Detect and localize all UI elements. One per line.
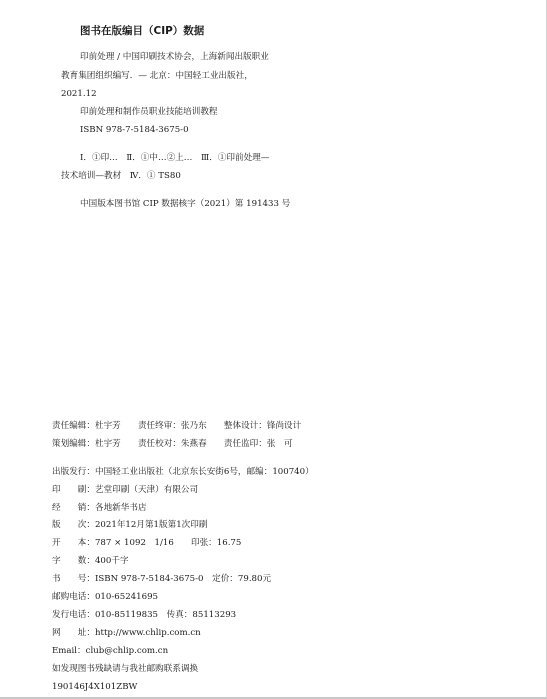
isbn-price-line: 书 号：ISBN 978-7-5184-3675-0 定价：79.80元 [52, 574, 272, 584]
publisher-line: 出版发行：中国轻工业出版社（北京东长安街6号，邮编：100740） [52, 467, 314, 477]
cip-classification-line: Ⅰ．①印… Ⅱ．①中…②上… Ⅲ．①印前处理— [80, 153, 270, 163]
distributor-line: 经 销：各地新华书店 [52, 503, 147, 513]
cip-heading: 图书在版编目（CIP）数据 [80, 25, 205, 37]
return-notice: 如发现图书残缺请与我社邮购联系调换 [52, 664, 199, 674]
cip-isbn: ISBN 978-7-5184-3675-0 [80, 125, 189, 135]
printer-line: 印 刷：艺堂印刷（天津）有限公司 [52, 485, 199, 495]
email-line: Email：club@chlip.com.cn [52, 646, 169, 656]
edition-line: 版 次：2021年12月第1版第1次印刷 [52, 520, 208, 530]
word-count-line: 字 数：400千字 [52, 556, 129, 566]
distribution-phone: 发行电话：010-85119835 传真：85113293 [52, 610, 237, 620]
print-code: 190146J4X101ZBW [52, 682, 138, 692]
cip-record-line: 教育集团组织编写．— 北京：中国轻工业出版社， [61, 71, 253, 81]
credits-line: 策划编辑：杜宇芳 责任校对：朱燕春 责任监印：张 可 [52, 439, 293, 449]
cip-number: 中国版本图书馆 CIP 数据核字（2021）第 191433 号 [80, 199, 291, 209]
format-line: 开 本：787 × 1092 1/16 印张：16.75 [52, 538, 242, 548]
mail-order-phone: 邮购电话：010-65241695 [52, 592, 159, 602]
credits-line: 责任编辑：杜宇芳 责任终审：张乃东 整体设计：锋尚设计 [52, 421, 302, 431]
website-line: 网 址：http://www.chlip.com.cn [52, 628, 201, 638]
cip-record-line: 印前处理和制作员职业技能培训教程 [80, 107, 218, 117]
cip-classification-line: 技术培训—教材 Ⅳ．① TS80 [61, 171, 181, 181]
cip-record-line: 2021.12 [61, 89, 97, 99]
cip-record-line: 印前处理 / 中国印刷技术协会，上海新闻出版职业 [80, 52, 269, 62]
